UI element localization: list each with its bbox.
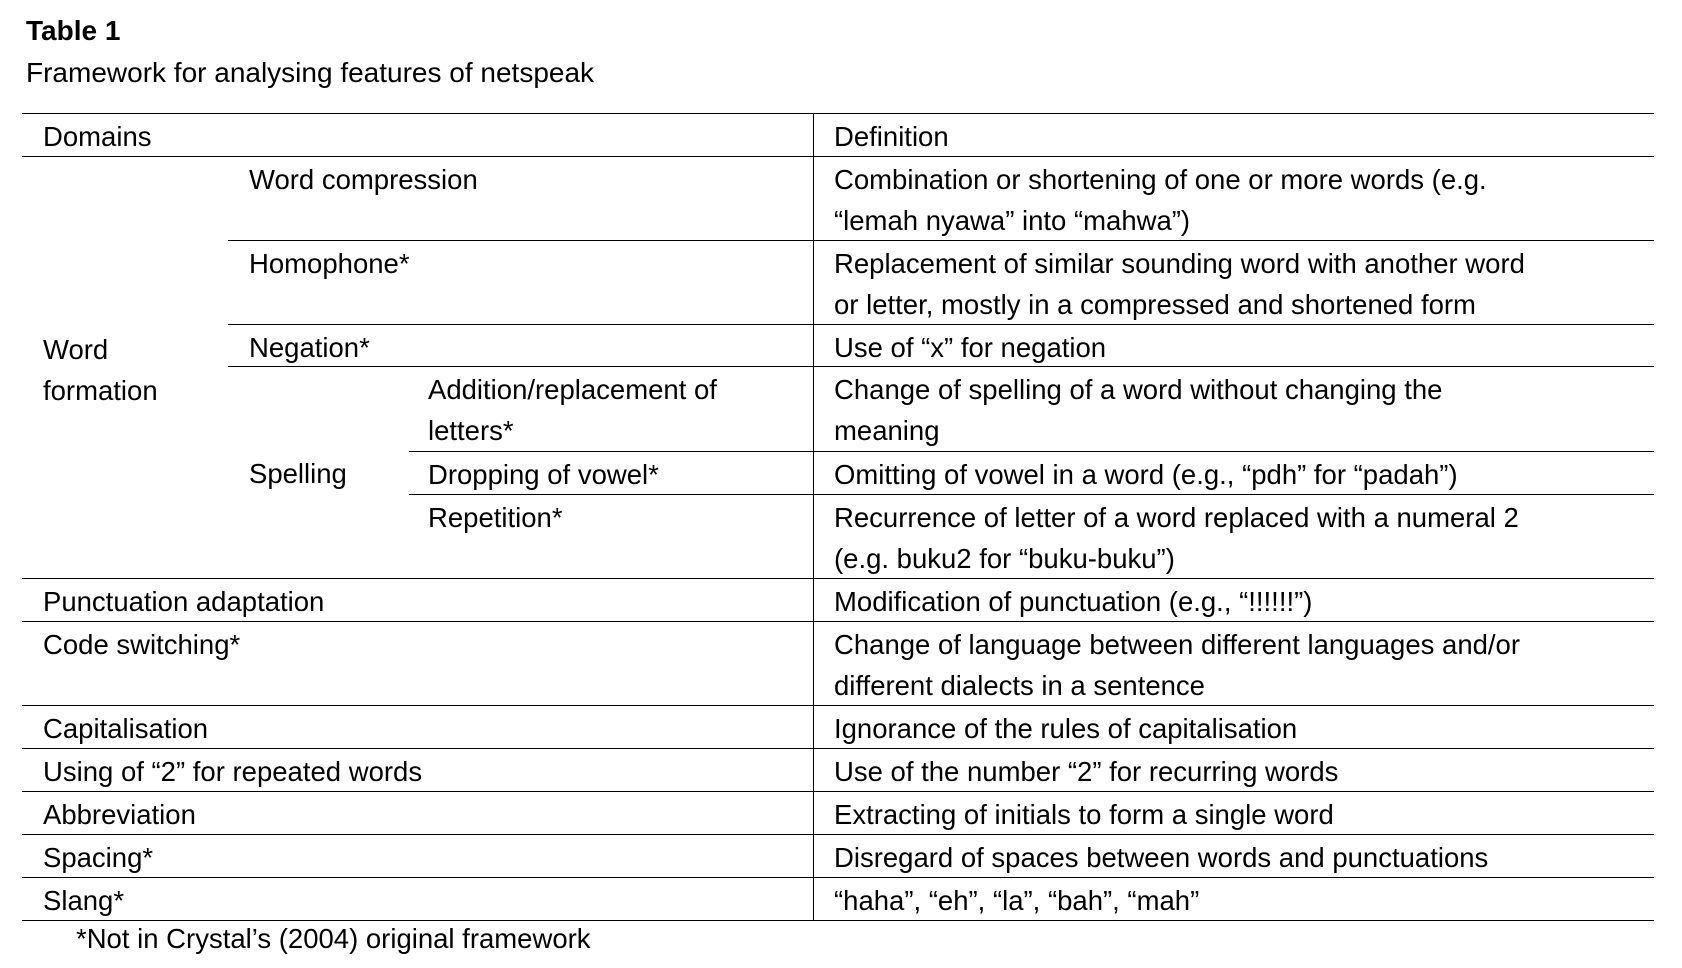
repetition-name: Repetition* bbox=[428, 502, 563, 533]
dropping-def: Omitting of vowel in a word (e.g., “pdh” for “padah”) bbox=[834, 459, 1458, 490]
row-code-switching-def-2: different dialects in a sentence bbox=[834, 670, 1205, 701]
rule-top bbox=[22, 113, 1654, 114]
addition-name-1: Addition/replacement of bbox=[428, 374, 717, 405]
header-domains: Domains bbox=[43, 121, 152, 152]
rule-spell-1 bbox=[409, 451, 1654, 452]
repetition-def-1: Recurrence of letter of a word replaced with a numeral 2 bbox=[834, 502, 1519, 533]
row-punctuation-def: Modification of punctuation (e.g., “!!!!!!”) bbox=[834, 586, 1313, 617]
row-capitalisation-domain: Capitalisation bbox=[43, 713, 209, 744]
dropping-name: Dropping of vowel* bbox=[428, 459, 659, 490]
row-spacing-def: Disregard of spaces between words and punctuations bbox=[834, 842, 1489, 873]
addition-name-2: letters* bbox=[428, 415, 514, 446]
header-definition: Definition bbox=[834, 121, 949, 152]
row-code-switching-domain: Code switching* bbox=[43, 629, 241, 660]
column-divider bbox=[813, 113, 814, 920]
row-code-switching-def-1: Change of language between different languages and/or bbox=[834, 629, 1521, 660]
row-spacing-domain: Spacing* bbox=[43, 842, 154, 873]
addition-def-1: Change of spelling of a word without changing the bbox=[834, 374, 1443, 405]
row-punctuation-domain: Punctuation adaptation bbox=[43, 586, 325, 617]
row-using-2-domain: Using of “2” for repeated words bbox=[43, 756, 423, 787]
homophone-name: Homophone* bbox=[249, 248, 410, 279]
row-slang-domain: Slang* bbox=[43, 885, 125, 916]
row-using-2-def: Use of the number “2” for recurring words bbox=[834, 756, 1339, 787]
homophone-def-2: or letter, mostly in a compressed and shortened form bbox=[834, 289, 1476, 320]
table-subtitle: Framework for analysing features of netspeak bbox=[26, 57, 595, 88]
negation-name: Negation* bbox=[249, 332, 370, 363]
word-formation-label-2: formation bbox=[43, 375, 158, 406]
homophone-def-1: Replacement of similar sounding word with another word bbox=[834, 248, 1525, 279]
row-slang-def: “haha”, “eh”, “la”, “bah”, “mah” bbox=[834, 885, 1200, 916]
word-compression-def-2: “lemah nyawa” into “mahwa”) bbox=[834, 205, 1191, 236]
negation-def: Use of “x” for negation bbox=[834, 332, 1107, 363]
table-title: Table 1 bbox=[26, 15, 121, 46]
row-abbreviation-def: Extracting of initials to form a single word bbox=[834, 799, 1334, 830]
table-footnote: *Not in Crystal’s (2004) original framework bbox=[76, 923, 591, 954]
spelling-name: Spelling bbox=[249, 458, 347, 489]
word-compression-name: Word compression bbox=[249, 164, 478, 195]
addition-def-2: meaning bbox=[834, 415, 940, 446]
row-abbreviation-domain: Abbreviation bbox=[43, 799, 196, 830]
repetition-def-2: (e.g. buku2 for “buku-buku”) bbox=[834, 543, 1175, 574]
row-capitalisation-def: Ignorance of the rules of capitalisation bbox=[834, 713, 1298, 744]
word-formation-label-1: Word bbox=[43, 334, 109, 365]
word-compression-def-1: Combination or shortening of one or more words (e.g. bbox=[834, 164, 1487, 195]
